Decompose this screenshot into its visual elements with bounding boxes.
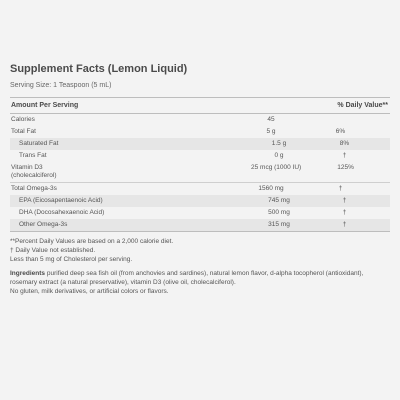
nutrient-dv: † [342, 152, 347, 159]
nutrient-dv: † [342, 221, 347, 228]
table-row [10, 195, 390, 207]
table-row [10, 126, 390, 138]
nutrient-amount: 0 g [274, 152, 284, 159]
supplement-facts-panel [10, 62, 390, 296]
nutrient-name: Other Omega-3s [19, 221, 68, 228]
nutrient-amount: 745 mg [268, 197, 290, 204]
table-bottom-rule [10, 231, 390, 232]
nutrient-amount: 1560 mg [258, 185, 284, 192]
nutrient-name [10, 164, 251, 180]
ingredients-label: Ingredients [10, 270, 46, 277]
ingredients-block [10, 269, 390, 296]
nutrient-dv: † [338, 185, 343, 192]
table-row [10, 138, 390, 150]
nutrient-name: Total Fat [11, 128, 36, 135]
footnote: Less than 5 mg of Cholesterol per serving. [10, 256, 133, 263]
nutrient-amount: 45 [267, 116, 275, 123]
table-row [10, 183, 390, 195]
nutrient-amount: 5 g [266, 128, 276, 135]
nutrient-dv: 125% [337, 164, 354, 171]
footnotes [10, 237, 390, 264]
nutrient-amount: 315 mg [268, 221, 290, 228]
nutrient-dv: 6% [335, 128, 346, 135]
ingredients-text: purified deep sea fish oil (from anchovies and sardines), natural lemon flavor, d-alpha tocopherol (antioxidant), rosemary extract (a natural preservative), vitamin D3 (olive oil, cholecalciferol). [10, 270, 364, 286]
table-header [10, 98, 390, 113]
table-row [10, 219, 390, 231]
table-row [10, 114, 390, 126]
nutrient-name: EPA (Eicosapentaenoic Acid) [19, 197, 103, 204]
table-row [10, 162, 390, 182]
nutrient-amount: 500 mg [268, 209, 290, 216]
nutrient-name: Total Omega-3s [11, 185, 57, 192]
nutrient-amount: 1.5 g [271, 140, 287, 147]
nutrient-title: Vitamin D3 [11, 164, 43, 171]
footnote: † Daily Value not established. [10, 247, 96, 254]
table-row [10, 207, 390, 219]
nutrient-dv: † [342, 209, 347, 216]
nutrient-amount: 25 mcg (1000 IU) [251, 164, 302, 171]
table-row [10, 150, 390, 162]
daily-value-label: % Daily Value** [337, 101, 388, 109]
nutrient-name: DHA (Docosahexaenoic Acid) [19, 209, 105, 216]
nutrient-name: Saturated Fat [19, 140, 59, 147]
nutrient-dv: † [342, 197, 347, 204]
nutrient-name: Trans Fat [19, 152, 47, 159]
panel-title: Supplement Facts (Lemon Liquid) [10, 63, 188, 75]
free-from-statement: No gluten, milk derivatives, or artificial colors or flavors. [10, 288, 169, 295]
serving-size: Serving Size: 1 Teaspoon (5 mL) [10, 82, 112, 89]
nutrient-subtitle: (cholecalciferol) [11, 172, 57, 179]
footnote: **Percent Daily Values are based on a 2,000 calorie diet. [10, 238, 174, 245]
amount-per-serving-label: Amount Per Serving [11, 101, 79, 109]
nutrient-name: Calories [11, 116, 35, 123]
nutrient-dv: 8% [339, 140, 350, 147]
